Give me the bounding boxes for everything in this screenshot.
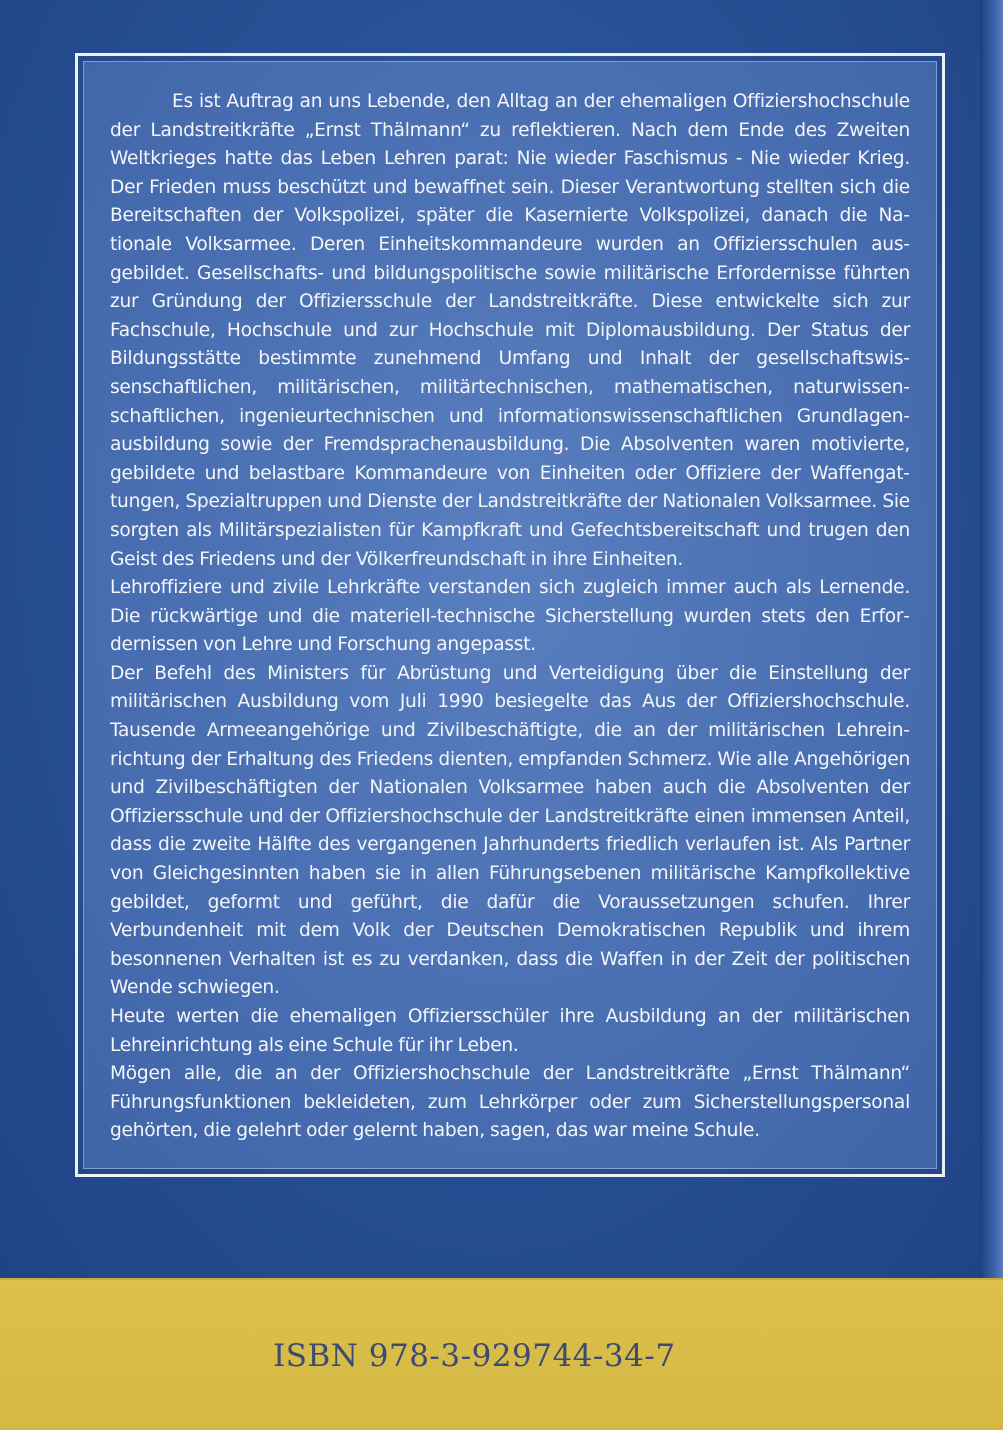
cover-right-edge	[980, 0, 1003, 1278]
isbn-number: ISBN 978-3-929744-34-7	[273, 1338, 676, 1374]
blurb-paragraph-5: Mögen alle, die an der Offiziershochschule der Landstreitkräfte „Ernst Thälmann“ Führungsfunktionen bekleideten, zum Lehrkörper oder zum Sicherstellungspersonal gehörten, die gelehrt oder gelernt haben, sagen, das war meine Schule.	[110, 1063, 910, 1142]
blurb-panel	[83, 61, 937, 1169]
blurb-paragraph-1: Es ist Auftrag an uns Lebende, den Alltag an der ehemaligen Offiziershochschule der Landstreitkräfte „Ernst Thälmann“ zu reflektieren. Nach dem Ende des Zweiten Weltkrieges hatte das Leben Lehren parat: Nie wieder Faschismus - Nie wieder Krieg. Der Frieden muss beschützt und bewaffnet sein. Dieser Verantwortung stellten sich die Bereitschaften der Volkspolizei, später die Kasernierte Volkspolizei, danach die Nationale Volksarmee. Deren Einheitskommandeure wurden an Offiziersschulen ausgebildet. Gesellschafts- und bildungspolitische sowie militärische Erfordernisse führten zur Gründung der Offiziersschule der Landstreitkräfte. Diese entwickelte sich zur Fachschule, Hochschule und zur Hochschule mit Diplomausbildung. Der Status der Bildungsstätte bestimmte zunehmend Umfang und Inhalt der gesellschaftswissenschaftlichen, militärischen, militärtechnischen, mathematischen, naturwissenschaftlichen, ingenieurtechnischen und informationswissenschaftlichen Grundlagenausbildung sowie der Fremdsprachenausbildung. Die Absolventen waren motivierte, gebildete und belastbare Kommandeure von Einheiten oder Offiziere der Waffengattungen, Spezialtruppen und Dienste der Landstreitkräfte der Nationalen Volksarmee. Sie sorgten als Militärspezialisten für Kampfkraft und Gefechtsbereitschaft und trugen den Geist des Friedens und der Völkerfreundschaft in ihre Einheiten.	[110, 91, 910, 570]
blurb-paragraph-2: Lehroffiziere und zivile Lehrkräfte verstanden sich zugleich immer auch als Lernende. Die rückwärtige und die materiell-technische Sicherstellung wurden stets den Erfordernissen von Lehre und Forschung angepasst.	[110, 577, 910, 656]
blurb-text	[110, 88, 910, 1146]
blurb-paragraph-3: Der Befehl des Ministers für Abrüstung und Verteidigung über die Einstellung der militärischen Ausbildung vom Juli 1990 besiegelte das Aus der Offiziershochschule. Tausende Armeeangehörige und Zivilbeschäftigte, die an der militärischen Lehreinrichtung der Erhaltung des Friedens dienten, empfanden Schmerz. Wie alle Angehörigen und Zivilbeschäftigten der Nationalen Volksarmee haben auch die Absolventen der Offiziersschule und der Offiziershochschule der Landstreitkräfte einen immensen Anteil, dass die zweite Hälfte des vergangenen Jahrhunderts friedlich verlaufen ist. Als Partner von Gleichgesinnten haben sie in allen Führungsebenen militärische Kampfkollektive gebildet, geformt und geführt, die dafür die Voraussetzungen schufen. Ihrer Verbundenheit mit dem Volk der Deutschen Demokratischen Republik und ihrem besonnenen Verhalten ist es zu verdanken, dass die Waffen in der Zeit der politischen Wende schwiegen.	[110, 662, 910, 999]
blurb-frame	[75, 53, 945, 1177]
blurb-paragraph-4: Heute werten die ehemaligen Offiziersschüler ihre Ausbildung an der militärischen Lehreinrichtung als eine Schule für ihr Leben.	[110, 1006, 910, 1056]
